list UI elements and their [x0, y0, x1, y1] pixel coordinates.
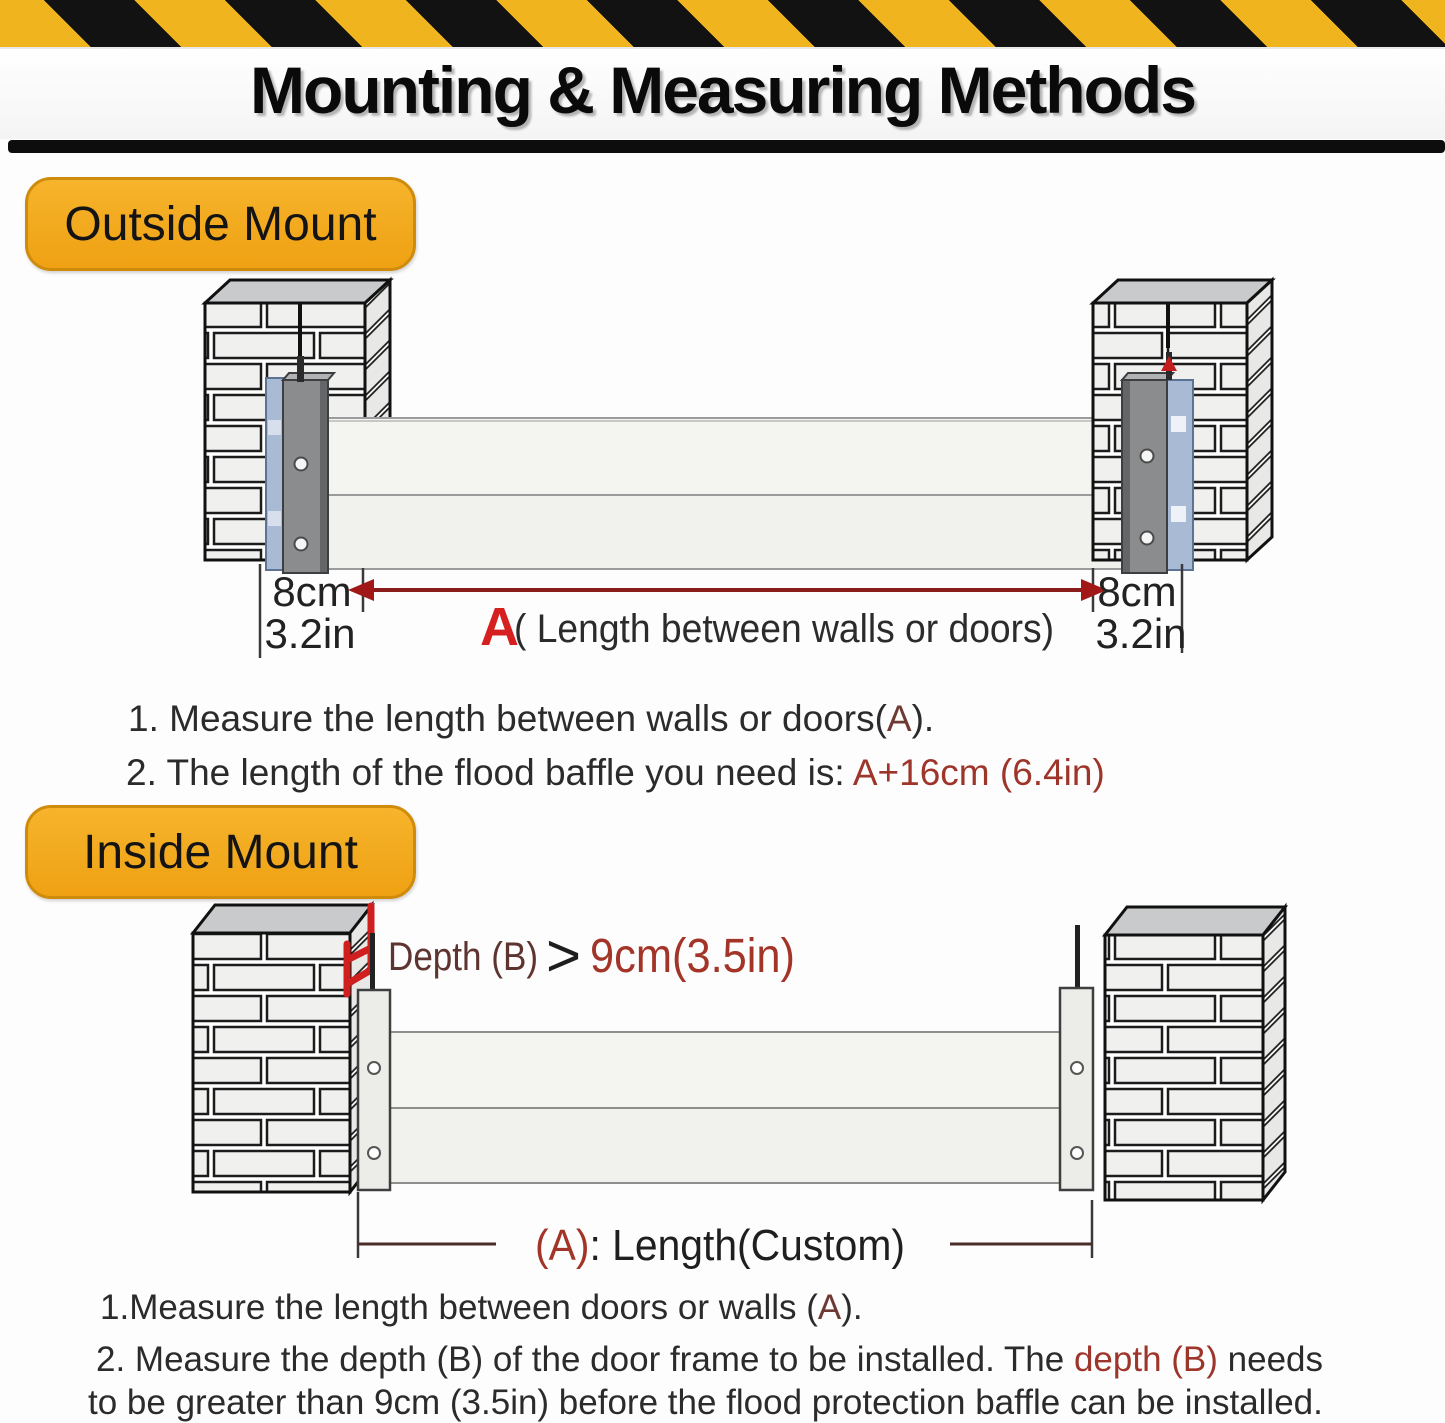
span-a-letter: A: [480, 597, 519, 657]
pillar-side-face: [1247, 280, 1272, 560]
screw-hole: [368, 1062, 380, 1074]
depth-value-label: 9cm(3.5in): [590, 930, 795, 983]
left-32in-label: 3.2in: [264, 610, 356, 657]
span-length-label: ( Length between walls or doors): [514, 607, 1054, 651]
pillar-front-face: [193, 933, 350, 1192]
pillar-side-face: [1263, 907, 1285, 1200]
flood-barrier: [385, 1032, 1065, 1183]
right-channel-bar: [1060, 925, 1093, 1190]
inside-mount-diagram: [0, 900, 1445, 1300]
screw-hole: [1071, 1062, 1083, 1074]
pillar-top-face: [193, 905, 372, 933]
right-8cm-label: 8cm: [1097, 568, 1177, 615]
outside-step-2: 2. The length of the flood baffle you need is: A+16cm (6.4in): [126, 752, 1105, 793]
outside-mount-badge: [25, 177, 416, 271]
pillar-front-face: [1105, 935, 1263, 1200]
dimension-arrow: [348, 579, 1107, 601]
screw-hole: [1141, 532, 1154, 545]
screw-hole: [295, 458, 308, 471]
depth-b-label: Depth (B): [388, 935, 538, 979]
screw-hole: [1071, 1147, 1083, 1159]
inside-mount-label: Inside Mount: [83, 825, 358, 879]
barrier-board-top: [305, 418, 1150, 495]
barrier-board-bottom: [305, 495, 1150, 569]
left-clamp-bar: [283, 356, 334, 573]
hazard-stripe-banner: [0, 0, 1445, 49]
barrier-board-top: [385, 1032, 1065, 1108]
anchor-rod: [297, 356, 304, 382]
inside-mount-badge: [25, 805, 416, 899]
outside-step-1: 1. Measure the length between walls or doors(A).: [128, 698, 935, 739]
left-8cm-label: 8cm: [272, 568, 352, 615]
inside-step-2-line-1: 2. Measure the depth (B) of the door frame to be installed. The depth (B) needs: [96, 1340, 1324, 1379]
right-wall-strip: [1165, 380, 1193, 570]
inside-step-2-line-2: to be greater than 9cm (3.5in) before the flood protection baffle can be installed.: [88, 1383, 1323, 1422]
page-title: Mounting & Measuring Methods: [250, 53, 1195, 127]
screw-hole: [1141, 450, 1154, 463]
inside-step-1: 1.Measure the length between doors or walls (A).: [100, 1288, 863, 1327]
anchor-rod: [1075, 925, 1080, 988]
pillar-top-face: [205, 280, 390, 303]
outside-mount-diagram: [0, 268, 1445, 668]
screw-hole: [368, 1147, 380, 1159]
pillar-top-face: [1093, 280, 1272, 303]
divider-bar: [8, 140, 1445, 153]
barrier-board-bottom: [385, 1108, 1065, 1183]
anchor-rod: [370, 933, 375, 990]
outside-mount-label: Outside Mount: [64, 197, 377, 251]
right-brick-pillar: [1105, 907, 1285, 1200]
screw-hole: [295, 538, 308, 551]
flood-barrier: [305, 418, 1150, 569]
length-custom-label: (A): Length(Custom): [535, 1221, 930, 1270]
right-32in-label: 3.2in: [1095, 610, 1187, 657]
pillar-top-face: [1105, 907, 1285, 935]
greater-than-sign: >: [546, 922, 582, 989]
